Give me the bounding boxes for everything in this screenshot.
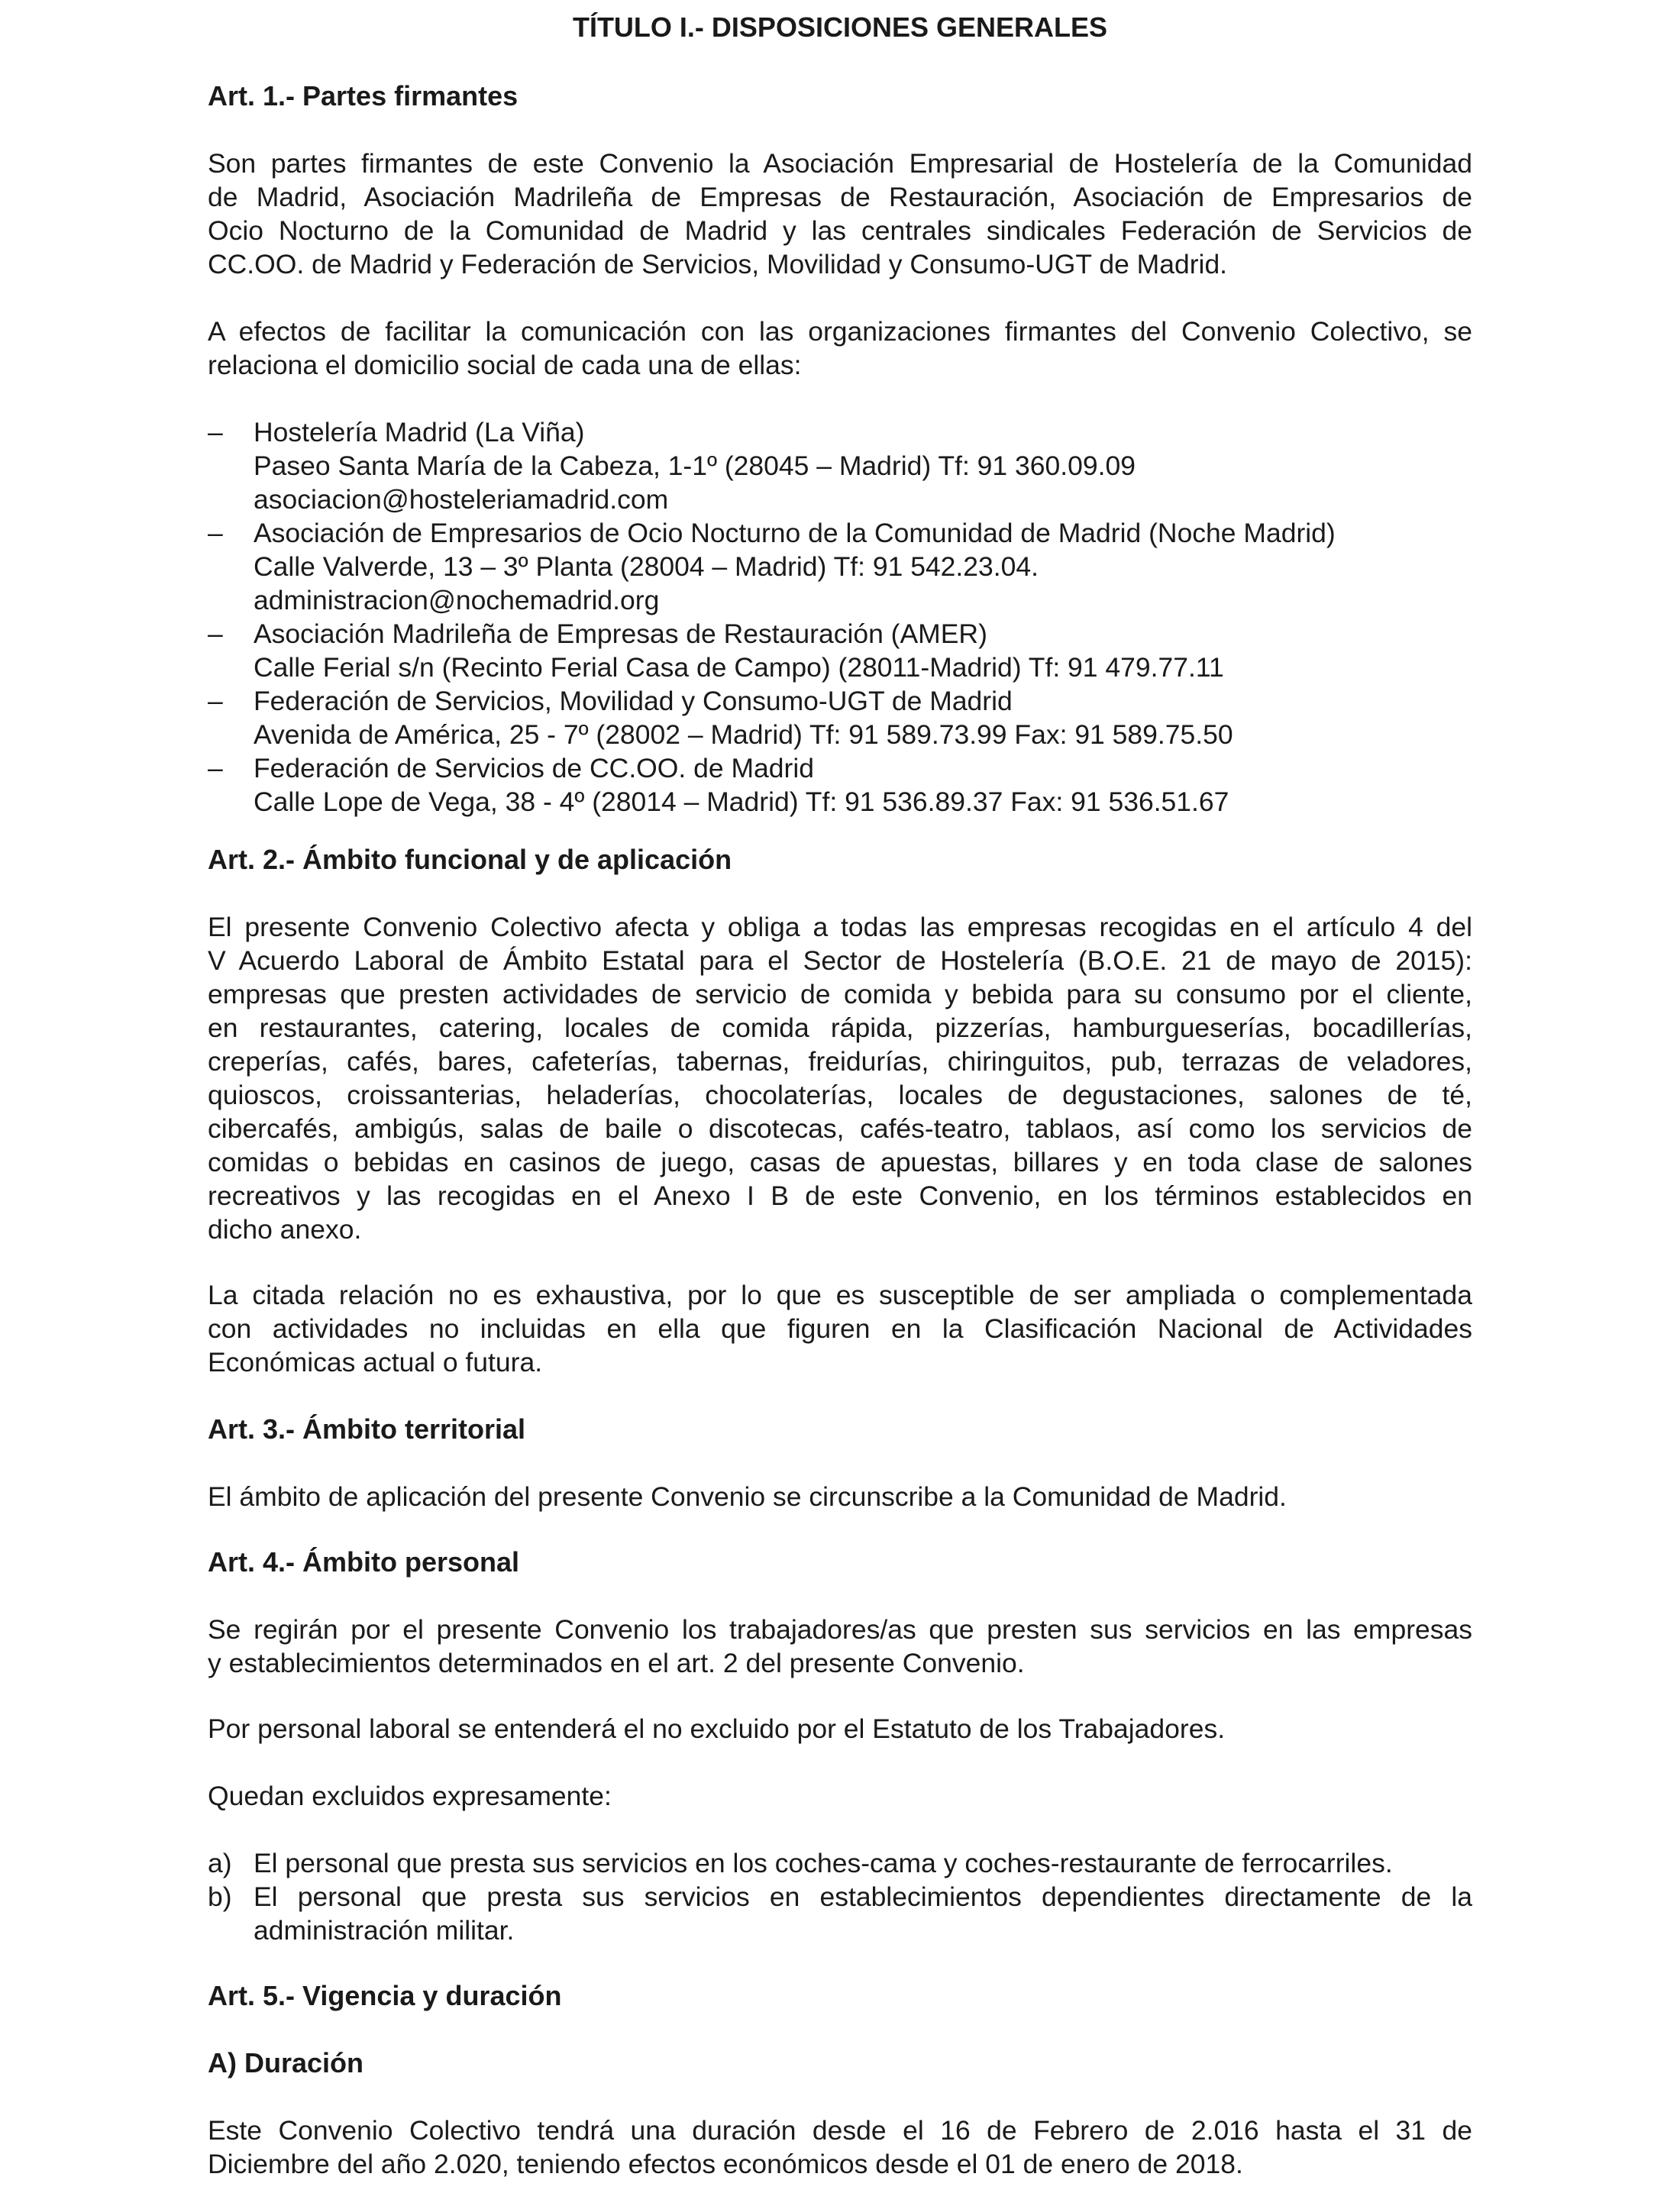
list-item: [208, 617, 1472, 684]
text-line: comidas o bebidas en casinos de juego, casas de apuestas, billares y en toda clase de salones: [208, 1147, 1472, 1177]
organization-address: Paseo Santa María de la Cabeza, 1-1º (28045 – Madrid) Tf: 91 360.09.09: [254, 451, 1136, 481]
art5-heading: Art. 5.- Vigencia y duración: [208, 1980, 562, 2011]
list-marker: a): [208, 1848, 232, 1878]
text-line: Quedan excluidos expresamente:: [208, 1781, 612, 1811]
organization-name: Asociación de Empresarios de Ocio Nocturno de la Comunidad de Madrid (Noche Madrid): [254, 518, 1336, 548]
organization-email: administracion@nochemadrid.org: [254, 585, 660, 615]
organization-address: Calle Valverde, 13 – 3º Planta (28004 – Madrid) Tf: 91 542.23.04.: [254, 551, 1039, 582]
text-line: con actividades no incluidas en ella que figuren en la Clasificación Nacional de Actividades: [208, 1313, 1472, 1344]
text-line: Son partes firmantes de este Convenio la Asociación Empresarial de Hostelería de la Comunidad: [208, 148, 1472, 179]
organization-name: Federación de Servicios, Movilidad y Consumo-UGT de Madrid: [254, 686, 1013, 716]
text-line: El presente Convenio Colectivo afecta y obliga a todas las empresas recogidas en el artículo 4 del: [208, 912, 1472, 942]
text-line: A efectos de facilitar la comunicación con las organizaciones firmantes del Convenio Colectivo, se: [208, 316, 1472, 347]
list-marker: b): [208, 1881, 232, 1912]
dash-bullet: –: [208, 518, 223, 548]
dash-bullet: –: [208, 618, 223, 649]
text-line: administración militar.: [254, 1915, 515, 1946]
art4-paragraph-3: [208, 1779, 1472, 1813]
text-line: El personal que presta sus servicios en los coches-cama y coches-restaurante de ferrocarriles.: [254, 1848, 1393, 1878]
text-line: Este Convenio Colectivo tendrá una duración desde el 16 de Febrero de 2.016 hasta el 31 de: [208, 2115, 1472, 2146]
organization-name: Asociación Madrileña de Empresas de Restauración (AMER): [254, 618, 987, 649]
art4-paragraph-2: [208, 1712, 1472, 1746]
art3-paragraph-1: [208, 1480, 1472, 1513]
text-line: quioscos, croissanterias, heladerías, chocolaterías, locales de degustaciones, salones de té,: [208, 1080, 1472, 1110]
text-line: CC.OO. de Madrid y Federación de Servicios, Movilidad y Consumo-UGT de Madrid.: [208, 249, 1228, 279]
text-line: Por personal laboral se entenderá el no excluido por el Estatuto de los Trabajadores.: [208, 1713, 1226, 1744]
art5-subheading: A) Duración: [208, 2047, 364, 2078]
text-line: El ámbito de aplicación del presente Convenio se circunscribe a la Comunidad de Madrid.: [208, 1481, 1287, 1512]
text-line: dicho anexo.: [208, 1214, 362, 1245]
list-item: [208, 751, 1472, 819]
text-line: Económicas actual o futura.: [208, 1347, 543, 1377]
text-line: recreativos y las recogidas en el Anexo I B de este Convenio, en los términos establecidos en: [208, 1180, 1472, 1211]
text-line: en restaurantes, catering, locales de comida rápida, pizzerías, hamburgueserías, bocadillerías,: [208, 1013, 1472, 1043]
organization-address: Calle Lope de Vega, 38 - 4º (28014 – Madrid) Tf: 91 536.89.37 Fax: 91 536.51.67: [254, 786, 1229, 817]
text-line: Se regirán por el presente Convenio los trabajadores/as que presten sus servicios en las empresas: [208, 1614, 1472, 1645]
organization-name: Federación de Servicios de CC.OO. de Madrid: [254, 753, 814, 783]
list-item: [208, 1880, 1472, 1947]
art1-paragraph-2: [208, 315, 1472, 382]
organization-address: Calle Ferial s/n (Recinto Ferial Casa de Campo) (28011-Madrid) Tf: 91 479.77.11: [254, 652, 1224, 683]
list-item: [208, 415, 1472, 516]
art2-heading: Art. 2.- Ámbito funcional y de aplicación: [208, 844, 732, 875]
list-item: [208, 684, 1472, 751]
text-line: Ocio Nocturno de la Comunidad de Madrid y las centrales sindicales Federación de Servicios de: [208, 215, 1472, 246]
art3-heading: Art. 3.- Ámbito territorial: [208, 1413, 526, 1445]
art4-exclusions-list: [208, 1846, 1472, 1947]
list-item: [208, 1846, 1472, 1880]
art5-paragraph-1: [208, 2114, 1472, 2181]
dash-bullet: –: [208, 686, 223, 716]
organization-name: Hostelería Madrid (La Viña): [254, 417, 585, 447]
art1-organization-list: [208, 415, 1472, 819]
document-title: TÍTULO I.- DISPOSICIONES GENERALES: [572, 11, 1108, 43]
text-line: empresas que presten actividades de servicio de comida y bebida para su consumo por el cliente,: [208, 979, 1472, 1009]
text-line: El personal que presta sus servicios en establecimientos dependientes directamente de la: [254, 1881, 1472, 1912]
text-line: V Acuerdo Laboral de Ámbito Estatal para el Sector de Hostelería (B.O.E. 21 de mayo de 2015):: [208, 945, 1472, 976]
text-line: cibercafés, ambigús, salas de baile o discotecas, cafés-teatro, tablaos, así como los servicios de: [208, 1113, 1472, 1144]
text-line: creperías, cafés, bares, cafeterías, tabernas, freidurías, chiringuitos, pub, terrazas de veladores,: [208, 1046, 1472, 1077]
art2-paragraph-1: [208, 910, 1472, 1246]
organization-address: Avenida de América, 25 - 7º (28002 – Madrid) Tf: 91 589.73.99 Fax: 91 589.75.50: [254, 719, 1233, 750]
dash-bullet: –: [208, 417, 223, 447]
text-line: relaciona el domicilio social de cada una de ellas:: [208, 350, 802, 380]
organization-email: asociacion@hosteleriamadrid.com: [254, 484, 669, 515]
art4-paragraph-1: [208, 1613, 1472, 1680]
text-line: de Madrid, Asociación Madrileña de Empresas de Restauración, Asociación de Empresarios de: [208, 182, 1472, 212]
text-line: La citada relación no es exhaustiva, por lo que es susceptible de ser ampliada o complementada: [208, 1280, 1472, 1310]
art1-heading: Art. 1.- Partes firmantes: [208, 80, 519, 111]
text-line: y establecimientos determinados en el art. 2 del presente Convenio.: [208, 1648, 1025, 1678]
list-item: [208, 516, 1472, 617]
art1-paragraph-1: [208, 147, 1472, 281]
text-line: Diciembre del año 2.020, teniendo efectos económicos desde el 01 de enero de 2018.: [208, 2149, 1243, 2179]
dash-bullet: –: [208, 753, 223, 783]
art2-paragraph-2: [208, 1278, 1472, 1379]
art4-heading: Art. 4.- Ámbito personal: [208, 1546, 520, 1578]
